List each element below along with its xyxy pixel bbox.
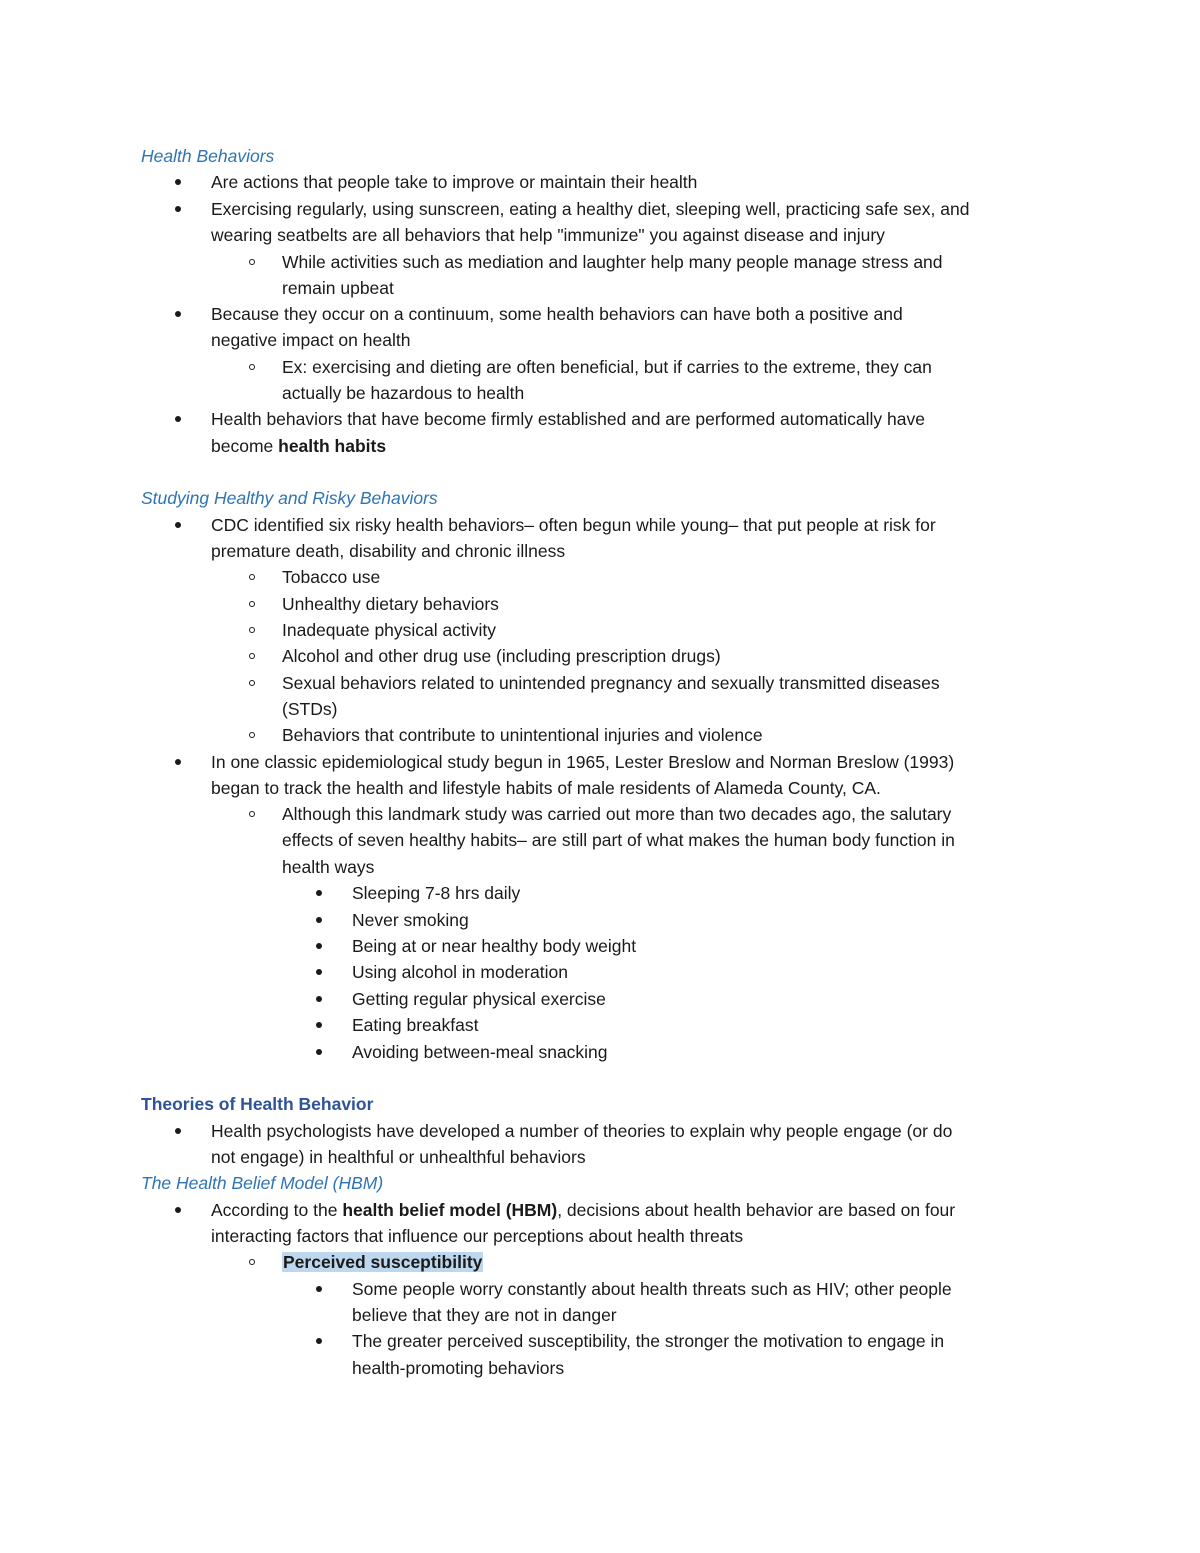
list-item-continuation: health-promoting behaviors (352, 1358, 565, 1378)
text-run: , decisions about health behavior are based on four (557, 1200, 956, 1220)
text-run: According to the (211, 1200, 343, 1220)
risk-item: Behaviors that contribute to unintentional injuries and violence (282, 725, 763, 745)
bullet-icon (175, 522, 181, 528)
list-item: Health psychologists have developed a number of theories to explain why people engage (or do (211, 1121, 953, 1141)
bullet-icon (175, 311, 181, 317)
bullet-icon (316, 969, 322, 975)
text-run: become (211, 436, 279, 456)
heading-theories: Theories of Health Behavior (141, 1094, 374, 1114)
habit-item: Getting regular physical exercise (352, 989, 606, 1009)
list-item: Some people worry constantly about health threats such as HIV; other people (352, 1279, 952, 1299)
circle-bullet-icon (249, 364, 255, 370)
highlighted-term: Perceived susceptibility (283, 1252, 483, 1272)
habit-item: Being at or near healthy body weight (352, 936, 637, 956)
list-item: The greater perceived susceptibility, the stronger the motivation to engage in (352, 1331, 945, 1351)
habit-item: Eating breakfast (352, 1015, 479, 1035)
risk-item: Inadequate physical activity (282, 620, 497, 640)
circle-bullet-icon (249, 574, 255, 580)
risk-item: Tobacco use (282, 567, 381, 587)
list-item-continuation: interacting factors that influence our perceptions about health threats (211, 1226, 744, 1246)
risk-item: Sexual behaviors related to unintended pregnancy and sexually transmitted diseases (282, 673, 940, 693)
bullet-icon (175, 1128, 181, 1134)
bold-term: health belief model (HBM) (342, 1200, 558, 1220)
list-item: While activities such as mediation and laughter help many people manage stress and (282, 252, 943, 272)
list-item-continuation: effects of seven healthy habits– are still part of what makes the human body function in (282, 830, 955, 850)
list-item-continuation: believe that they are not in danger (352, 1305, 617, 1325)
bullet-icon (175, 1207, 181, 1213)
list-item: Are actions that people take to improve or maintain their health (211, 172, 698, 192)
circle-bullet-icon (249, 259, 255, 265)
list-item-continuation: actually be hazardous to health (282, 383, 525, 403)
bullet-icon (175, 179, 181, 185)
bullet-icon (175, 759, 181, 765)
list-item: Ex: exercising and dieting are often beneficial, but if carries to the extreme, they can (282, 357, 932, 377)
list-item-continuation: premature death, disability and chronic illness (211, 541, 566, 561)
circle-bullet-icon (249, 680, 255, 686)
list-item: Because they occur on a continuum, some health behaviors can have both a positive and (211, 304, 903, 324)
bullet-icon (316, 943, 322, 949)
bullet-icon (316, 1049, 322, 1055)
bullet-icon (316, 1286, 322, 1292)
list-item-continuation: health ways (282, 857, 375, 877)
risk-item-continuation: (STDs) (282, 699, 338, 719)
list-item: In one classic epidemiological study begun in 1965, Lester Breslow and Norman Breslow (1993) (211, 752, 955, 772)
list-item (211, 1197, 955, 1223)
list-item: Exercising regularly, using sunscreen, eating a healthy diet, sleeping well, practicing safe sex, and (211, 199, 970, 219)
bullet-icon (316, 996, 322, 1002)
bullet-icon (316, 1022, 322, 1028)
bullet-icon (175, 416, 181, 422)
bullet-icon (316, 1338, 322, 1344)
circle-bullet-icon (249, 627, 255, 633)
habit-item: Sleeping 7-8 hrs daily (352, 883, 521, 903)
list-item: CDC identified six risky health behaviors– often begun while young– that put people at risk for (211, 515, 936, 535)
bullet-icon (316, 890, 322, 896)
list-item (282, 1249, 483, 1275)
bullet-icon (316, 917, 322, 923)
circle-bullet-icon (249, 811, 255, 817)
list-item-continuation: not engage) in healthful or unhealthful behaviors (211, 1147, 586, 1167)
circle-bullet-icon (249, 601, 255, 607)
list-item-continuation: wearing seatbelts are all behaviors that help "immunize" you against disease and injury (211, 225, 885, 245)
list-item-continuation: remain upbeat (282, 278, 394, 298)
list-item-continuation: negative impact on health (211, 330, 411, 350)
list-item: Health behaviors that have become firmly established and are performed automatically have (211, 409, 925, 429)
risk-item: Unhealthy dietary behaviors (282, 594, 499, 614)
habit-item: Avoiding between-meal snacking (352, 1042, 608, 1062)
list-item-continuation (211, 433, 386, 459)
habit-item: Using alcohol in moderation (352, 962, 568, 982)
habit-item: Never smoking (352, 910, 469, 930)
heading-health-behaviors: Health Behaviors (141, 146, 275, 166)
bullet-icon (175, 206, 181, 212)
bold-term: health habits (278, 436, 387, 456)
circle-bullet-icon (249, 732, 255, 738)
risk-item: Alcohol and other drug use (including prescription drugs) (282, 646, 721, 666)
circle-bullet-icon (249, 1259, 255, 1265)
heading-health-belief-model: The Health Belief Model (HBM) (141, 1173, 384, 1193)
circle-bullet-icon (249, 653, 255, 659)
list-item: Although this landmark study was carried out more than two decades ago, the salutary (282, 804, 952, 824)
heading-studying-behaviors: Studying Healthy and Risky Behaviors (141, 488, 438, 508)
list-item-continuation: began to track the health and lifestyle habits of male residents of Alameda County, CA. (211, 778, 881, 798)
